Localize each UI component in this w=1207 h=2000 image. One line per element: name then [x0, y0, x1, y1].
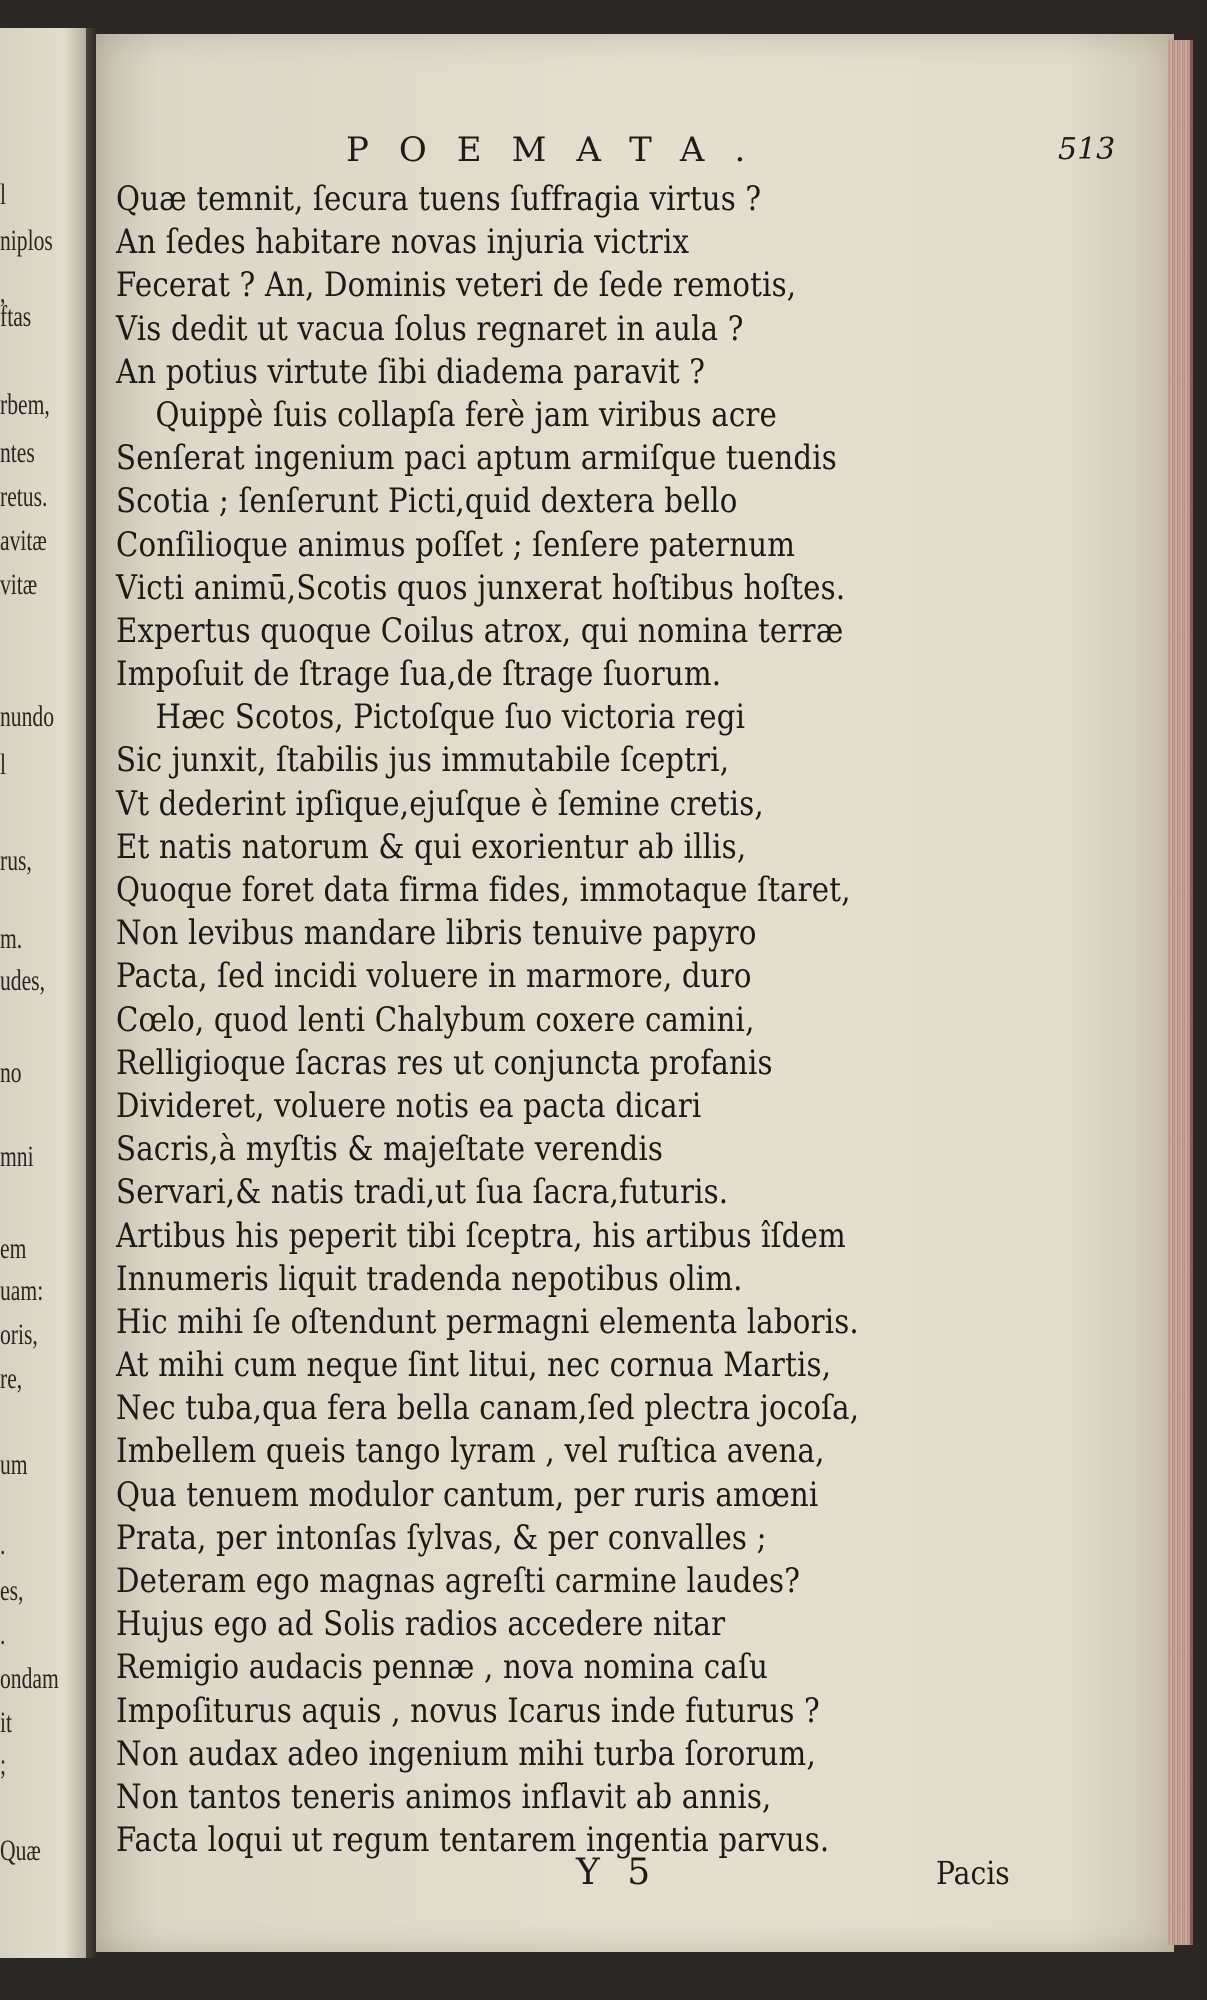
left-page-text: oris, — [0, 1318, 38, 1351]
book-page — [96, 34, 1174, 1952]
left-page-text: niplos — [0, 224, 53, 257]
left-page-text: udes, — [0, 964, 45, 997]
poem-line: Deteram ego magnas agreſti carmine laudes? — [116, 1561, 801, 1601]
left-page-text: l — [0, 178, 7, 211]
left-page-text: . — [0, 1618, 6, 1651]
poem-line: Fecerat ? An, Dominis veteri de ſede remotis, — [116, 265, 797, 306]
left-page-text: uam: — [0, 1274, 44, 1307]
poem-line: Remigio audacis pennæ , nova nomina caſu — [116, 1647, 768, 1688]
poem-line: Sic junxit, ſtabilis jus immutabile ſceptri, — [116, 740, 730, 781]
signature-mark: Y 5 — [576, 1852, 659, 1893]
left-page-text: no — [0, 1056, 22, 1089]
page-edges — [1168, 40, 1193, 1945]
left-page-text: vitæ — [0, 568, 38, 601]
left-page-text: es, — [0, 1574, 24, 1607]
poem-line: An ſedes habitare novas injuria victrix — [116, 222, 690, 263]
poem-line: Hic mihi ſe oſtendunt permagni elementa laboris. — [116, 1301, 859, 1342]
poem-line: An potius virtute ſibi diadema paravit ? — [116, 351, 706, 392]
left-page-text: ; — [0, 1748, 7, 1781]
left-page-text: ftas — [0, 300, 32, 333]
left-page-text: um — [0, 1448, 28, 1481]
poem-line: Hujus ego ad Solis radios accedere nitar — [116, 1604, 726, 1645]
left-page-text: m. — [0, 922, 23, 955]
poem-line: Vt dederint ipſique,ejuſque è ſemine cretis, — [116, 783, 764, 824]
poem-line: Pacta, ſed incidi voluere in marmore, duro — [116, 956, 752, 997]
left-page-text: it — [0, 1706, 13, 1739]
poem-line: At mihi cum neque ſint litui, nec cornua Martis, — [116, 1345, 832, 1386]
poem-line: Et natis natorum & qui exorientur ab illis, — [116, 826, 747, 867]
left-page-text: avitæ — [0, 524, 47, 557]
poem-line: Divideret, voluere notis ea pacta dicari — [116, 1085, 702, 1126]
catchword: Pacis — [936, 1854, 1010, 1892]
poem-line: Victi animū,Scotis quos junxerat hoſtibus hoſtes. — [116, 567, 846, 608]
running-title: POEMATA. — [346, 130, 776, 170]
poem-line: Hæc Scotos, Pictoſque ſuo victoria regi — [155, 697, 746, 738]
poem-line: Imbellem queis tango lyram , vel ruſtica avena, — [116, 1431, 825, 1472]
poem-text — [116, 178, 1156, 1862]
left-page-text: nundo — [0, 700, 55, 733]
poem-line: Impoſiturus aquis , novus Icarus inde futurus ? — [116, 1690, 820, 1731]
left-page-text: retus. — [0, 480, 48, 513]
page-header — [96, 126, 1174, 176]
left-page-fragment — [0, 28, 92, 1958]
poem-line: Expertus quoque Coilus atrox, qui nomina terræ — [116, 610, 844, 651]
poem-line: Vis dedit ut vacua ſolus regnaret in aula ? — [116, 308, 744, 349]
left-page-text: rbem, — [0, 388, 50, 421]
poem-line: Innumeris liquit tradenda nepotibus olim. — [116, 1258, 743, 1299]
page-number: 513 — [1058, 132, 1116, 167]
poem-line: Artibus his peperit tibi ſceptra, his artibus îſdem — [116, 1215, 846, 1256]
poem-line: Quæ temnit, ſecura tuens ſuffragia virtus ? — [116, 179, 762, 219]
left-page-text: , — [0, 276, 6, 309]
left-page-text: . — [0, 1528, 6, 1561]
poem-line: Sacris,à myſtis & majeſtate verendis — [116, 1129, 664, 1170]
poem-line: Relligioque ſacras res ut conjuncta profanis — [116, 1042, 773, 1083]
poem-line: Non audax adeo ingenium mihi turba ſororum, — [116, 1733, 816, 1774]
left-page-text: em — [0, 1232, 27, 1265]
poem-line: Nec tuba,qua fera bella canam,ſed plectra jocoſa, — [116, 1388, 860, 1429]
left-page-text: Quæ — [0, 1834, 41, 1867]
poem-line: Qua tenuem modulor cantum, per ruris amœni — [116, 1474, 819, 1515]
left-page-text: l — [0, 748, 7, 781]
left-page-text: ondam — [0, 1662, 59, 1695]
poem-line: Non levibus mandare libris tenuive papyro — [116, 913, 757, 954]
left-page-text: rus, — [0, 844, 32, 877]
poem-line: Quoque foret data firma fides, immotaque ſtaret, — [116, 870, 851, 910]
poem-line: Conſilioque animus poſſet ; ſenſere paternum — [116, 524, 796, 565]
poem-line: Facta loqui ut regum tentarem ingentia parvus. — [116, 1820, 830, 1861]
poem-line: Quippè ſuis collapſa ferè jam viribus acre — [155, 394, 778, 435]
poem-line: Non tantos teneris animos inflavit ab annis, — [116, 1776, 772, 1817]
left-page-text: re, — [0, 1362, 23, 1395]
left-page-text: ntes — [0, 436, 35, 469]
poem-line: Cœlo, quod lenti Chalybum coxere camini, — [116, 999, 755, 1040]
page-footer — [96, 1852, 1174, 1902]
poem-line: Impoſuit de ſtrage ſua,de ſtrage ſuorum. — [116, 654, 722, 695]
poem-line: Senſerat ingenium paci aptum armiſque tuendis — [116, 438, 837, 479]
poem-line: Prata, per intonſas ſylvas, & per convalles ; — [116, 1517, 767, 1558]
poem-line: Scotia ; ſenſerunt Picti,quid dextera bello — [116, 481, 738, 522]
left-page-text: mni — [0, 1140, 34, 1173]
poem-line: Servari,& natis tradi,ut ſua ſacra,futuris. — [116, 1172, 729, 1213]
